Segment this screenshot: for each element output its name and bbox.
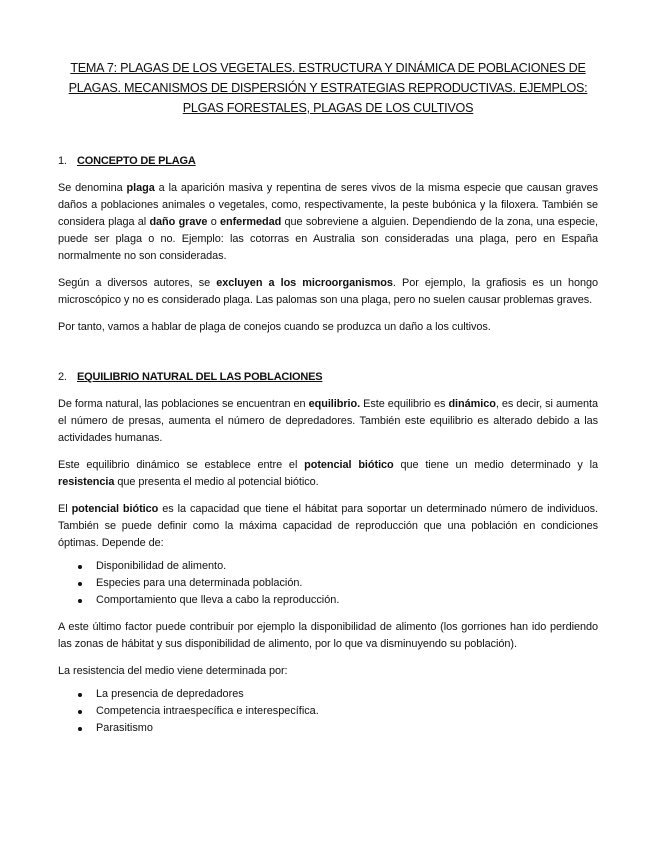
- section-2-paragraph-5: La resistencia del medio viene determinada por:: [58, 665, 288, 677]
- section-2-heading: [58, 370, 598, 384]
- bullet-icon: [78, 565, 82, 569]
- section-2-paragraph-2: Este equilibrio dinámico se establece entre el potencial biótico que tiene un medio determinado y la resistencia que presenta el medio al potencial biótico.: [58, 459, 598, 488]
- section-1-number: 1.: [58, 155, 67, 167]
- list-item: La presencia de depredadores: [58, 686, 598, 703]
- section-1-paragraph-1: Se denomina plaga a la aparición masiva y repentina de seres vivos de la misma especie que causan graves daños a poblaciones animales o vegetales, como, respectivamente, la peste bubónica y la filoxera. También se considera plaga al daño grave o enfermedad que sobreviene a alguien. Dependiendo de la zona, una especie, puede ser plaga o no. Ejemplo: las cotorras en Australia son consideradas una plaga, pero en España normalmente no son consideradas.: [58, 182, 598, 262]
- potential-factors-list: [58, 558, 598, 609]
- list-item: Comportamiento que lleva a cabo la reproducción.: [58, 592, 598, 609]
- list-item: Parasitismo: [58, 720, 598, 737]
- bullet-icon: [78, 727, 82, 731]
- list-item: Especies para una determinada población.: [58, 575, 598, 592]
- document-title: TEMA 7: PLAGAS DE LOS VEGETALES. ESTRUCTURA Y DINÁMICA DE POBLACIONES DE PLAGAS. MECANISMOS DE DISPERSIÓN Y ESTRATEGIAS REPRODUCTIVAS. EJEMPLOS: PLGAS FORESTALES, PLAGAS DE LOS CULTIVOS: [68, 61, 588, 115]
- bullet-icon: [78, 693, 82, 697]
- section-1-paragraph-3: Por tanto, vamos a hablar de plaga de conejos cuando se produzca un daño a los cultivos.: [58, 321, 491, 333]
- section-2-paragraph-4: A este último factor puede contribuir por ejemplo la disponibilidad de alimento (los gorriones han ido perdiendo las zonas de hábitat y sus disponibilidad de alimento, por lo que va disminuyendo su población).: [58, 621, 598, 650]
- bullet-icon: [78, 599, 82, 603]
- document-page: [58, 58, 598, 737]
- resistance-factors-list: [58, 686, 598, 737]
- list-item: Competencia intraespecífica e interespecífica.: [58, 703, 598, 720]
- section-2-title: EQUILIBRIO NATURAL DEL LAS POBLACIONES: [77, 371, 323, 383]
- section-1-title: CONCEPTO DE PLAGA: [77, 155, 196, 167]
- bullet-icon: [78, 582, 82, 586]
- bullet-icon: [78, 710, 82, 714]
- section-2-number: 2.: [58, 371, 67, 383]
- section-2-paragraph-3: El potencial biótico es la capacidad que tiene el hábitat para soportar un determinado número de individuos. También se puede definir como la máxima capacidad de reproducción que una población en condiciones óptimas. Depende de:: [58, 503, 598, 549]
- section-1-heading: [58, 154, 598, 168]
- section-1-paragraph-2: Según a diversos autores, se excluyen a los microorganismos. Por ejemplo, la grafiosis es un hongo microscópico y no es considerado plaga. Las palomas son una plaga, pero no suelen causar problemas graves.: [58, 277, 598, 306]
- section-2-paragraph-1: De forma natural, las poblaciones se encuentran en equilibrio. Este equilibrio es dinámico, es decir, si aumenta el número de presas, aumenta el número de depredadores. También este equilibrio es alterado debido a las actividades humanas.: [58, 398, 598, 444]
- list-item: Disponibilidad de alimento.: [58, 558, 598, 575]
